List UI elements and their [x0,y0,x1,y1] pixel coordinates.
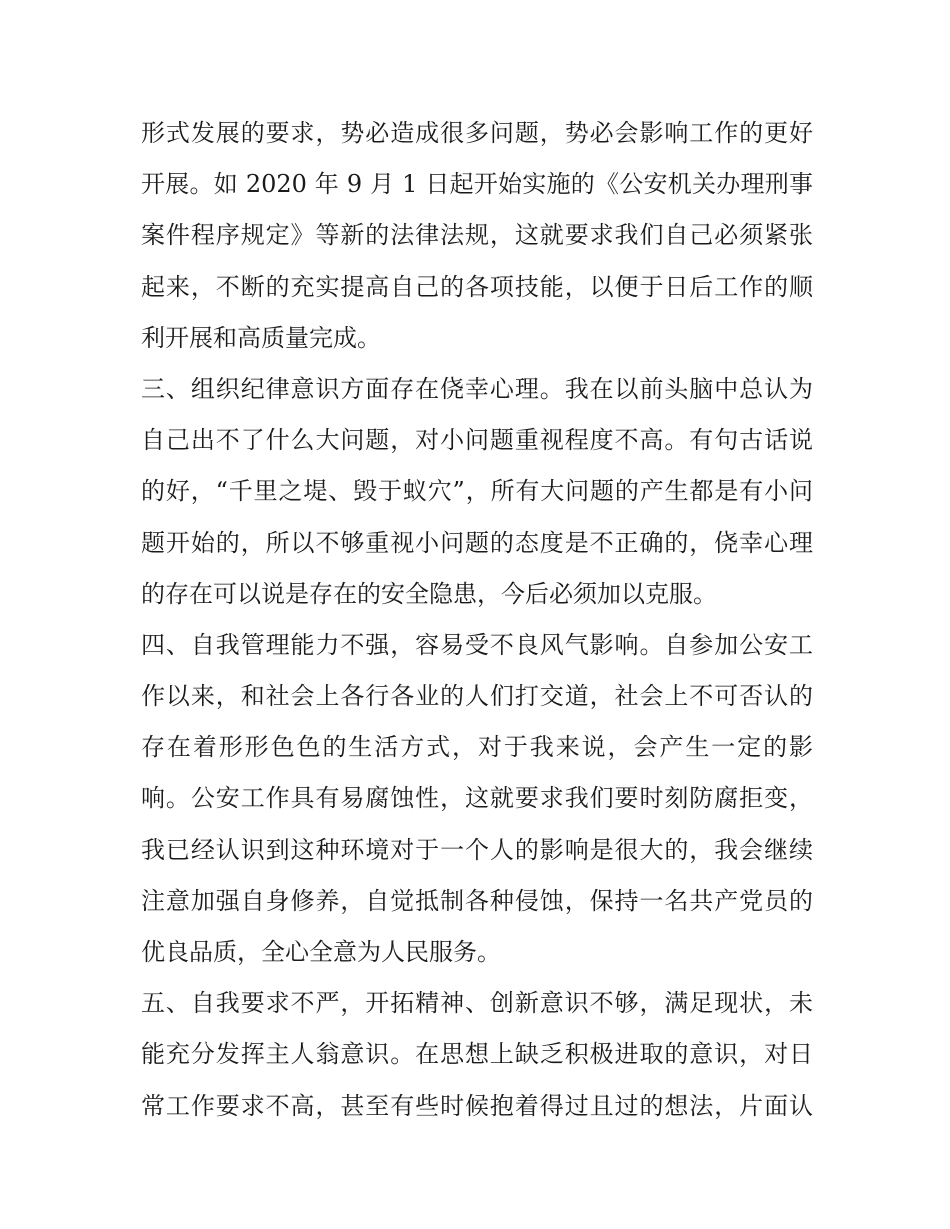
text-line: 常工作要求不高，甚至有些时候抱着得过且过的想法，片面认 [141,1091,813,1120]
text-line: 案件程序规定》等新的法律法规，这就要求我们自己必须紧张 [141,221,813,250]
text-line: 起来，不断的充实提高自己的各项技能，以便于日后工作的顺 [141,272,813,301]
text-line: 响。公安工作具有易腐蚀性，这就要求我们要时刻防腐拒变， [141,784,813,813]
text-line: 五、自我要求不严，开拓精神、创新意识不够，满足现状，未 [141,989,813,1018]
text-line: 自己出不了什么大问题，对小问题重视程度不高。有句古话说 [141,426,813,455]
text-line: 注意加强自身修养，自觉抵制各种侵蚀，保持一名共产党员的 [141,886,813,915]
text-line: 我已经认识到这种环境对于一个人的影响是很大的，我会继续 [141,835,813,864]
text-line: 三、组织纪律意识方面存在侥幸心理。我在以前头脑中总认为 [141,374,813,403]
text-line: 题开始的，所以不够重视小问题的态度是不正确的，侥幸心理 [141,528,813,557]
text-line: 作以来，和社会上各行各业的人们打交道，社会上不可否认的 [141,682,813,711]
text-line: 优良品质，全心全意为人民服务。 [141,938,501,966]
text-line: 四、自我管理能力不强，容易受不良风气影响。自参加公安工 [141,630,813,659]
text-line: 的存在可以说是存在的安全隐患，今后必须加以克服。 [141,579,717,608]
body-text [141,108,813,1132]
text-line: 存在着形形色色的生活方式，对于我来说，会产生一定的影 [141,733,813,762]
text-line: 的好，“千里之堤、毁于蚁穴”，所有大问题的产生都是有小问 [141,477,813,506]
text-line: 能充分发挥主人翁意识。在思想上缺乏积极进取的意识，对日 [141,1040,813,1069]
text-line: 开展。如 2020 年 9 月 1 日起开始实施的《公安机关办理刑事 [141,170,813,199]
text-line: 形式发展的要求，势必造成很多问题，势必会影响工作的更好 [141,119,813,147]
text-line: 利开展和高质量完成。 [141,323,381,352]
